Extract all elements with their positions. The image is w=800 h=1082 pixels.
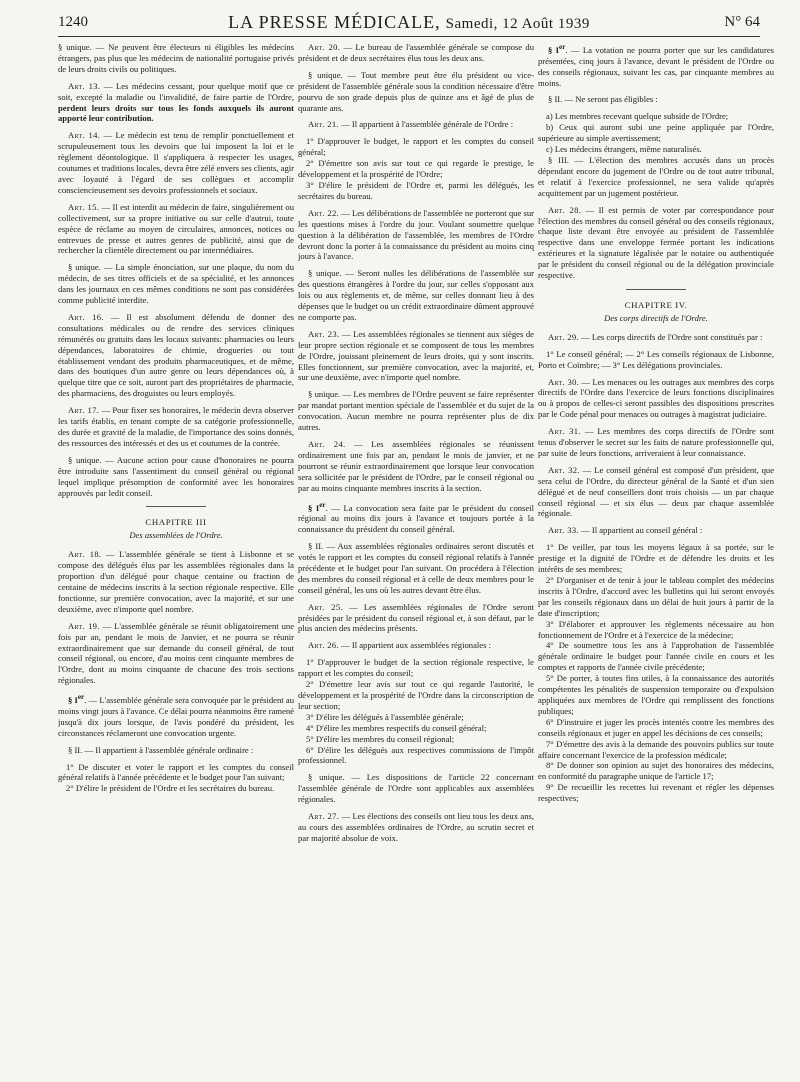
text-run: . — La votation ne pourra porter que sur les candidatures présentées, cinq jours à l'avance, devant le président de l'Ordre ou des conseils régionaux, suivant les cas, par cinquante membres au moins. [538,44,774,88]
text-run: er [319,500,326,509]
text-run: 4° D'élire les membres respectifs du conseil général; [306,722,487,733]
list-item [538,575,774,619]
list-item [538,619,774,641]
article-number: Art. 23. [308,328,340,339]
text-run: perdent leurs droits sur tous les fonds auxquels ils auront apporté leur contribution. [58,102,294,124]
list-item [538,673,774,717]
text-run: 8° De donner son opinion au sujet des honoraires des médecins, en conformité du paragraphe unique de l'article 17; [538,760,774,782]
journal-name: LA PRESSE MÉDICALE, [228,12,441,32]
article-paragraph [58,202,294,257]
list-item [538,144,774,155]
text-run: c) Les médecins étrangers, même naturalisés. [546,144,702,155]
article-paragraph [538,42,774,88]
article-paragraph [298,541,534,596]
article-paragraph [58,81,294,125]
list-item [298,734,534,745]
article-paragraph [58,262,294,306]
page-header [58,12,760,37]
article-paragraph [298,389,534,433]
article-number: Art. 26. [308,640,339,651]
list-item [538,111,774,122]
text-run: 1° De veiller, par tous les moyens légaux à sa portée, sur le prestige et la dignité de l'Ordre et de défendre les droits et les intérêts de ses membres; [538,542,774,575]
list-item [538,739,774,761]
article-paragraph [298,208,534,263]
list-item [538,542,774,575]
text-run: 4° De soumettre tous les ans à l'approbation de l'assemblée générale ordinaire le budget pour l'année civile en cours et les comptes et rapports de l'année civile précédente; [538,640,774,673]
chapter-title: CHAPITRE III [145,517,207,528]
list-item [298,180,534,202]
article-paragraph [298,602,534,635]
chapter-subtitle: Des corps directifs de l'Ordre. [604,312,708,323]
text-run: 2° D'élire le président de l'Ordre et les secrétaires du bureau. [66,783,275,794]
article-number: Art. 28. [548,204,582,215]
chapter-subtitle: Des assemblées de l'Ordre. [129,530,223,541]
list-item [538,349,774,371]
text-run: § I [308,502,320,513]
text-run: 2° D'émettre son avis sur tout ce qui regarde le prestige, le développement et la prospérité de l'Ordre; [298,158,534,180]
text-column-middle [298,42,534,1076]
article-number: Art. 31. [548,426,581,437]
text-run: — Les délibérations de l'assemblée ne porteront que sur les questions mises à l'ordre du jour. Voulant soumettre quelque question à la délibération de l'assemblée, les membres de l'Ordre devront donc la porter à la connaissance du président au moins cinq jours à l'avance. [298,207,534,262]
article-paragraph [298,439,534,494]
list-item [298,712,534,723]
text-run: § unique. — Les membres de l'Ordre peuvent se faire représenter par mandat portant mention spéciale de l'assemblée et du sujet de la convocation. Aucun membre ne pourra représenter plus de dix autres. [298,389,534,433]
list-item [298,679,534,712]
chapter-title: CHAPITRE IV. [624,299,688,310]
text-run: 5° D'élire les membres du conseil régional; [306,733,455,744]
article-number: Art. 19. [68,620,100,631]
article-number: Art. 27. [308,811,340,822]
article-paragraph [58,130,294,195]
article-number: Art. 20. [308,42,341,52]
article-paragraph [298,70,534,114]
article-paragraph [58,405,294,449]
article-paragraph [58,621,294,686]
article-paragraph [298,42,534,64]
issue-date: Samedi, 12 Août 1939 [445,16,590,32]
article-paragraph [58,745,294,756]
article-paragraph [538,94,774,105]
list-item [538,760,774,782]
article-number: Art. 24. [308,439,346,449]
article-paragraph [538,332,774,343]
text-column-left [58,42,294,1076]
list-item [538,640,774,673]
list-item [58,762,294,784]
text-run: 1° De discuter et voter le rapport et les comptes du conseil général relatifs à l'année précédente et le budget pour l'an suivant; [58,761,294,783]
article-paragraph [58,455,294,499]
list-item [298,136,534,158]
text-run: — Il est absolument défendu de donner des consultations médicales ou de rendre des services cliniques rémunérés ou gratuits dans les locaux suivants: pharmacies ou leurs dépendances, laboratoires de chimie, drogueries ou tout établissement vendant des produits pharmaceutiques, et de même, dans des boutiques d'un autre genre ou leurs dépendances où, à quelque titre que ce soit, auront part des propriétaires de pharmacie, des pharmaciens, des droguistes ou leurs employés. [58,311,294,399]
list-item [58,783,294,794]
text-run: § unique. — La simple énonciation, sur une plaque, du nom du médecin, de ses titres officiels et de sa spécialité, et les annonces dans les journaux en ces mêmes conditions ne sont pas considérées comme publicité interdite. [58,262,294,306]
text-run: — L'assemblée générale se tient à Lisbonne et se compose des délégués élus par les assemblées régionales dans la proportion d'un délégué pour chaque centaine ou fraction de centaine de médecins inscrits à la section régionale respective. Elle fonctionne, sur première convocation, avec la majorité, et sur une deuxième, avec n'importe quel nombre. [58,549,294,614]
article-number: Art. 30. [548,376,580,387]
text-run: 3° D'élaborer et approuver les règlements nécessaire au bon fonctionnement de l'Ordre et à l'exercice de la médecine; [538,618,774,640]
text-run: — Il appartient à l'assemblée générale de l'Ordre : [338,119,514,130]
text-run: — Les corps directifs de l'Ordre sont constitués par : [578,331,763,342]
text-run: er [77,693,85,702]
text-run: § III. — L'élection des membres accusés dans un procès dépendant encore du jugement de l'Ordre ou de tout autre tribunal, et relatif à l'exercice professionnel, ne sera valide qu'après acquittement par un jugement postérieur. [538,155,774,198]
text-run: — Il appartient aux assemblées régionales : [338,640,491,651]
text-run: § unique. — Les dispositions de l'article 22 concernant l'assemblée générale de l'Ordre sont applicables aux assemblées régionales. [298,772,534,805]
journal-title-line [58,12,760,33]
text-column-right [538,42,774,1076]
article-number: Art. 16. [68,311,104,322]
text-run: § I [68,694,78,705]
text-run: 1° D'approuver le budget, le rapport et les comptes du conseil général; [298,136,534,158]
text-run: — Le conseil général est composé d'un président, que sera celui de l'Ordre, du directeur général de la Santé et d'un sien délégué et de neuf conseillers dont trois choisis — un par chaque conseil régional — et six élus — deux par chaque assemblée régionale. [538,464,774,519]
text-run: — Les élections des conseils ont lieu tous les deux ans, au cours des assemblées ordinaires de l'Ordre, au scrutin secret et par majorité absolue de voix. [298,811,534,843]
list-item [298,723,534,734]
text-run: . — La convocation sera faite par le président du conseil régional au moins dix jours à l'avance et toujours portée à la connaissance du président du conseil général. [298,502,534,535]
text-run: § II. — Il appartient à l'assemblée générale ordinaire : [68,744,254,755]
article-number: Art. 29. [548,331,579,342]
section-divider [626,289,686,290]
text-run: 6° D'instruire et juger les procès intentés contre les membres des conseils régionaux et juger en appel les décisions de ces conseils; [538,716,774,738]
text-run: 6° D'élire les délégués aux respectives commissions de l'impôt professionnel. [298,744,534,766]
article-paragraph [298,640,534,651]
text-run: — Les médecins cessant, pour quelque motif que ce soit, excepté la maladie ou l'invalidité, de faire partie de l'Ordre, [58,80,294,102]
text-run: — Les membres des corps directifs de l'Ordre sont tenus d'observer le secret sur les faits de nature professionnelle qui, par suite de leurs fonctions, arriveraient à leur connaissance. [538,426,774,458]
text-run: er [559,43,566,51]
text-run: 2° D'émettre leur avis sur tout ce qui regarde l'autorité, le développement et la prospérité de l'Ordre dans la circonscription de leur section; [298,679,534,711]
article-number: Art. 15. [68,201,100,212]
text-run: — Les assemblées régionales se réunissent ordinairement une fois par an, pendant le mois de janvier, et ne pourront se réunir extraordinairement que lorsque leur convocation sera sollicitée par le président de l'Ordre, par le conseil régional ou par au moins cinquante membres inscrits à la section. [298,439,534,493]
article-number: Art. 14. [68,130,101,141]
article-number: Art. 33. [548,525,579,536]
text-run: b) Ceux qui auront subi une peine appliquée par l'Ordre, supérieure au simple avertissement; [538,122,774,144]
article-paragraph [538,205,774,281]
text-run: 5° De porter, à toutes fins utiles, à la connaissance des autorités compétentes les pénalités de suspension temporaire ou d'expulsion appliquées aux membres de l'Ordre qui remplissent des fonctions publiques; [538,673,774,716]
text-run: . — L'assemblée générale sera convoquée par le président au moins vingt jours à l'avance. Ce délai pourra néanmoins être ramené jusqu'à dix jours lorsque, de l'avis pondéré du président, les circonstances réclameront une convocation urgente. [58,694,294,738]
article-number: Art. 22. [308,207,339,218]
article-paragraph [298,329,534,384]
list-item [538,717,774,739]
text-run: 7° D'émettre des avis à la demande des pouvoirs publics sur toute affaire concernant l'exercice de la profession médicale; [538,738,774,760]
text-run: § I [548,44,560,55]
text-run: — Les menaces ou les outrages aux membres des corps directifs de l'Ordre dans l'exercice de leurs fonctions disciplinaires ou à propos de celles-ci seront passibles des dispositions prescrites par le Code pénal pour menaces ou outrages à magistrat judiciaire. [538,376,774,420]
text-run: — Il est permis de voter par correspondance pour l'élection des membres du conseil général ou des conseils régionaux, chaque liste devant être envoyée au président de l'assemblée respective dans une enveloppe fermée portant les indications extérieures et la signature légalisée par le notaire ou authentiquée par le président du conseil régional ou de la délégation provinciale respective. [538,204,774,281]
text-run: — Les assemblées régionales de l'Ordre seront présidées par le président du conseil régional et, à son défaut, par le plus ancien des médecins présents. [298,601,534,634]
list-item [298,158,534,180]
article-paragraph [298,811,534,844]
text-run: 1° Le conseil général; — 2° Les conseils régionaux de Lisbonne, Porto et Coïmbre; — 3° Les délégations provinciales. [538,348,774,370]
article-paragraph [538,426,774,459]
article-number: Art. 17. [68,405,100,416]
list-item [538,782,774,804]
page-number: 1240 [58,14,88,30]
article-number: Art. 13. [68,80,101,91]
text-run: § unique. — Seront nulles les délibérations de l'assemblée sur des questions étrangères à l'ordre du jour, sur celles s'opposant aux lois ou aux règlements et, de même, sur celles donnant lieu à des dépenses que le budget ou un crédit extraordinaire dûment approuvé ne comporte pas. [298,268,534,322]
article-paragraph [538,377,774,421]
text-run: — Le médecin est tenu de remplir ponctuellement et scrupuleusement tous les devoirs que lui imposent la loi et le règlement déontologique. Il s'appliquera à respecter les usages, coutumes et traditions locales, devra être zélé envers ses clients, agir avec loyauté à l'égard de ses collègues et accomplir consciencieusement ses devoirs professionnels et sociaux. [58,130,294,195]
article-paragraph [298,268,534,323]
text-run: — Les assemblées régionales se tiennent aux sièges de leur propre section régionale et se composent de tous les membres de l'Ordre, jouissant pleinement de leurs droits, qui y sont inscrits. Elles fonctionnent, sur première convocation, avec la majorité, et, sur une deuxième, avec n'importe quel nombre. [298,328,534,383]
text-run: § II. — Ne seront pas éligibles : [548,94,658,105]
text-run: 9° De recueillir les recettes lui revenant et régler les dépenses respectives; [538,782,774,804]
text-run: § unique. — Ne peuvent être électeurs ni éligibles les médecins étrangers, pas plus que les médecins de nationalité portugaise privés de leurs droits civils ou politiques. [58,42,294,74]
list-item [538,122,774,144]
issue-number: N° 64 [724,14,760,30]
article-paragraph [298,500,534,536]
text-run: 3° D'élire le président de l'Ordre et, parmi les délégués, les secrétaires du bureau. [298,179,534,201]
article-number: Art. 21. [308,119,339,130]
text-run: 3° D'élire les délégués à l'assemblée générale; [306,711,464,722]
article-paragraph [58,312,294,399]
article-paragraph [58,692,294,738]
text-run: 1° D'approuver le budget de la section régionale respective, le rapport et les comptes du conseil; [298,657,534,679]
article-paragraph [298,119,534,130]
article-paragraph [538,155,774,199]
text-run: — Le bureau de l'assemblée générale se compose du président et de deux secrétaires élus tous les deux ans. [298,42,534,63]
article-paragraph [538,525,774,536]
article-number: Art. 25. [308,601,343,612]
text-run: § unique. — Tout membre peut être élu président ou vice-président de l'assemblée générale sous la condition nécessaire d'être pourvu de son grade depuis plus de quinze ans et âgé de plus de quarante ans. [298,69,534,113]
text-run: — Il appartient au conseil général : [578,525,703,536]
list-item [298,745,534,767]
text-run: § unique. — Aucune action pour cause d'honoraires ne pourra être introduite sans l'assentiment du conseil général ou régional lequel implique présomption de conformité avec les honoraires approuvés par ledit conseil. [58,454,294,498]
article-number: Art. 32. [548,464,580,475]
text-run: a) Les membres recevant quelque subside de l'Ordre; [546,111,729,122]
article-paragraph [298,772,534,805]
text-run: — Pour fixer ses honoraires, le médecin devra observer les tarifs établis, en tenant compte de sa catégorie professionnelle, des durée et gravité de la maladie, de l'importance des soins donnés, des ressources des intéressés et des us et coutumes de la contrée. [58,405,294,448]
list-item [298,657,534,679]
article-paragraph [58,42,294,75]
text-run: 2° D'organiser et de tenir à jour le tableau complet des médecins inscrits à l'Ordre, d'accord avec les bulletins qui lui seront envoyés par les conseils régionaux dans un délai de huit jours à partir de la date d'inscription; [538,575,774,618]
text-run: — Il est interdit au médecin de faire, singulièrement ou collectivement, sur sa propre initiative ou sur celle d'autrui, toute espèce de réclame au moyen de circulaires, annonces, notices ou entrevues de presse et autres genres de publicité, ainsi que de rechercher la clientèle directement ou par intermédiaires. [58,201,294,256]
article-paragraph [538,465,774,520]
section-divider [146,506,206,507]
article-number: Art. 18. [68,549,102,560]
text-run: § II. — Aux assemblées régionales ordinaires seront discutés et votés le rapport et les comptes du conseil régional relatifs à l'année précédente et le budget pour l'an suivant. On procédera à l'élection des membres du conseil régional et à celle de deux membres pour le conseil général, les uns où les autres devant être élus. [298,541,534,595]
article-paragraph [58,549,294,614]
text-run: — L'assemblée générale se réunit obligatoirement une fois par an, pendant le mois de Janvier, et ne pourra se réunir extraordinairement que sur demande du conseil général, de tout conseil régional, ou encore, d'au moins cent cinquante membres de l'Ordre, dont au moins cinquante de chacune des trois sections régionales. [58,620,294,686]
